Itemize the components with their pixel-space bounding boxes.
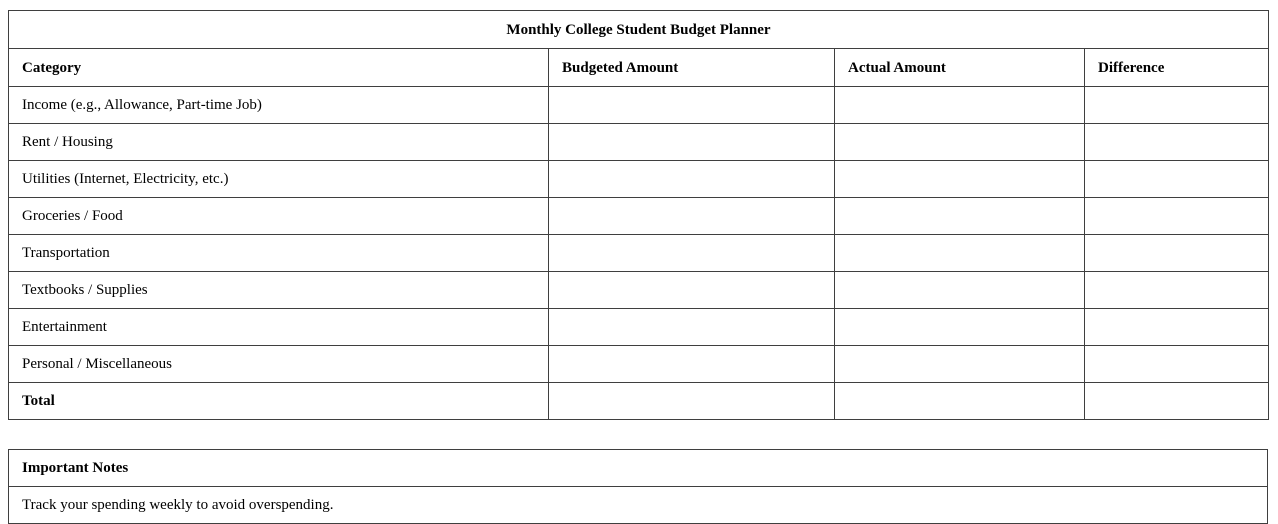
note-item: Track your spending weekly to avoid overspending. xyxy=(9,487,1268,524)
table-row-groceries xyxy=(9,198,1269,235)
budgeted-cell xyxy=(549,346,835,383)
actual-cell xyxy=(835,346,1085,383)
page-title: Monthly College Student Budget Planner xyxy=(9,11,1269,49)
difference-cell xyxy=(1085,124,1269,161)
budgeted-cell xyxy=(549,87,835,124)
table-row-textbooks xyxy=(9,272,1269,309)
budget-table xyxy=(8,10,1269,420)
column-header-actual: Actual Amount xyxy=(835,49,1085,87)
budgeted-cell xyxy=(549,383,835,420)
actual-cell xyxy=(835,272,1085,309)
difference-cell xyxy=(1085,198,1269,235)
column-header-category: Category xyxy=(9,49,549,87)
budgeted-cell xyxy=(549,198,835,235)
note-row xyxy=(9,487,1268,524)
title-row xyxy=(9,11,1269,49)
actual-cell xyxy=(835,235,1085,272)
column-header-row xyxy=(9,49,1269,87)
category-cell: Transportation xyxy=(9,235,549,272)
budgeted-cell xyxy=(549,124,835,161)
table-row-personal xyxy=(9,346,1269,383)
table-row-rent xyxy=(9,124,1269,161)
notes-header-row xyxy=(9,450,1268,487)
difference-cell xyxy=(1085,235,1269,272)
category-cell: Utilities (Internet, Electricity, etc.) xyxy=(9,161,549,198)
difference-cell xyxy=(1085,346,1269,383)
table-row-transportation xyxy=(9,235,1269,272)
budgeted-cell xyxy=(549,161,835,198)
budgeted-cell xyxy=(549,272,835,309)
category-cell: Income (e.g., Allowance, Part-time Job) xyxy=(9,87,549,124)
category-cell: Personal / Miscellaneous xyxy=(9,346,549,383)
difference-cell xyxy=(1085,383,1269,420)
table-row-income xyxy=(9,87,1269,124)
budgeted-cell xyxy=(549,309,835,346)
difference-cell xyxy=(1085,87,1269,124)
category-cell: Groceries / Food xyxy=(9,198,549,235)
actual-cell xyxy=(835,309,1085,346)
table-row-total xyxy=(9,383,1269,420)
column-header-difference: Difference xyxy=(1085,49,1269,87)
budgeted-cell xyxy=(549,235,835,272)
notes-table xyxy=(8,449,1268,524)
table-row-utilities xyxy=(9,161,1269,198)
actual-cell xyxy=(835,87,1085,124)
actual-cell xyxy=(835,198,1085,235)
actual-cell xyxy=(835,124,1085,161)
category-cell: Rent / Housing xyxy=(9,124,549,161)
table-row-entertainment xyxy=(9,309,1269,346)
actual-cell xyxy=(835,383,1085,420)
difference-cell xyxy=(1085,272,1269,309)
actual-cell xyxy=(835,161,1085,198)
difference-cell xyxy=(1085,309,1269,346)
notes-header: Important Notes xyxy=(9,450,1268,487)
column-header-budgeted: Budgeted Amount xyxy=(549,49,835,87)
category-cell: Total xyxy=(9,383,549,420)
difference-cell xyxy=(1085,161,1269,198)
category-cell: Entertainment xyxy=(9,309,549,346)
category-cell: Textbooks / Supplies xyxy=(9,272,549,309)
